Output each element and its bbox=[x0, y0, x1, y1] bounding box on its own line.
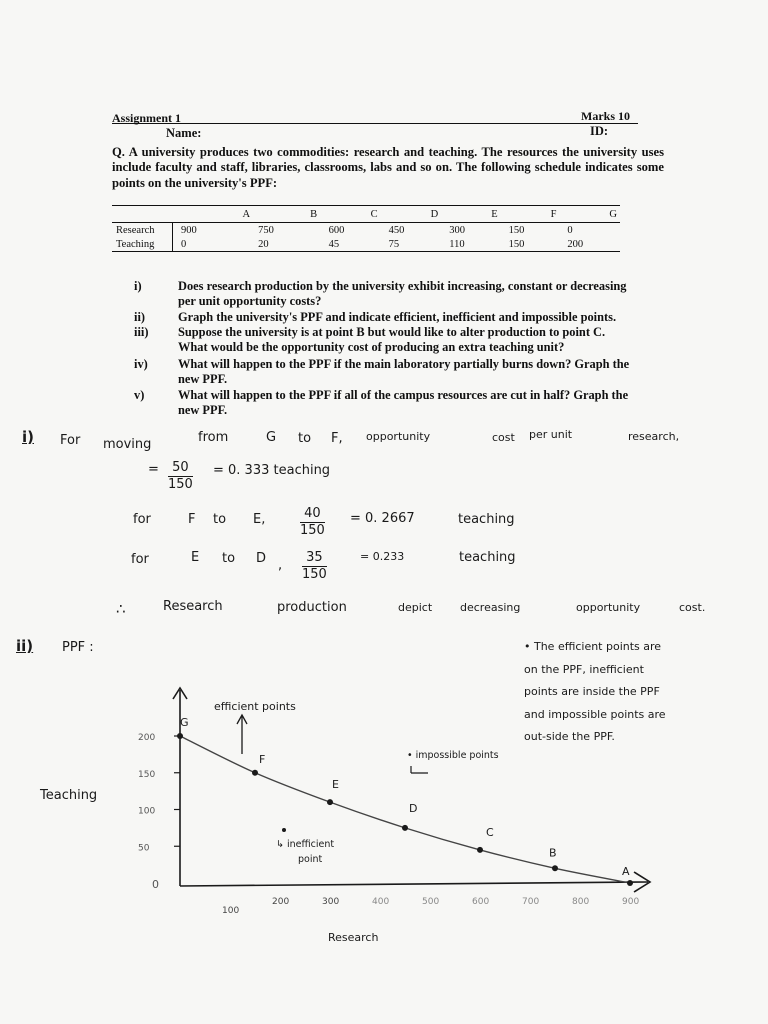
table-cell: 450 bbox=[388, 224, 405, 236]
table-cell: 75 bbox=[381, 237, 442, 252]
eq3-result: = 0.233 bbox=[360, 550, 405, 563]
y-tick-label: 200 bbox=[138, 733, 156, 743]
subq-line: Graph the university's PPF and indicate efficient, inefficient and impossible points. bbox=[178, 310, 617, 324]
ppf-point-label: C bbox=[486, 825, 494, 839]
chart-ticks bbox=[138, 733, 639, 916]
table-cell: 200 bbox=[559, 237, 620, 252]
x-tick-label: 400 bbox=[372, 897, 390, 907]
hand-word: For bbox=[60, 433, 81, 448]
ppf-point-label: D bbox=[409, 801, 418, 815]
x-tick-label: 700 bbox=[522, 897, 540, 907]
x-axis-line bbox=[180, 882, 648, 886]
x-tick-label: 300 bbox=[322, 897, 340, 907]
marks-label: Marks 10 bbox=[581, 109, 630, 123]
x-tick-label: 200 bbox=[272, 897, 290, 907]
hand-word: per unit bbox=[529, 428, 573, 441]
y-tick-label: 100 bbox=[138, 806, 156, 817]
ppf-curve bbox=[180, 736, 630, 883]
subq-line: What will happen to the PPF if all of the campus resources are cut in half? Graph the bbox=[178, 388, 629, 402]
hand-word: to bbox=[298, 431, 312, 446]
fraction-denominator: 150 bbox=[302, 567, 327, 582]
hand-word: decreasing bbox=[460, 601, 521, 614]
table-cell: 300 bbox=[449, 224, 465, 236]
equals-sign: = bbox=[148, 462, 159, 477]
question-text: Q. A university produces two commodities: research and teaching. The resources the university uses include faculty and staff, libraries, classrooms, labs and so on. The following schedule indicates some points on the university's PPF: bbox=[112, 145, 664, 190]
ppf-point-d bbox=[402, 825, 408, 831]
subq-number: iii) bbox=[134, 325, 149, 339]
subq-number: v) bbox=[134, 388, 145, 402]
fraction-denominator: 150 bbox=[168, 477, 193, 492]
hand-word: Research bbox=[163, 599, 223, 614]
hand-word: from bbox=[198, 430, 229, 445]
note-line: out-side the PPF. bbox=[524, 730, 615, 743]
x-tick-label: 800 bbox=[572, 897, 590, 907]
ppf-point-e bbox=[327, 799, 333, 805]
id-label: ID: bbox=[590, 124, 609, 138]
ppf-point-label: G bbox=[180, 716, 189, 729]
hand-comma: , bbox=[278, 558, 283, 573]
column-header: D bbox=[381, 206, 442, 223]
impossible-points-label: • impossible points bbox=[407, 750, 499, 761]
ppf-point-c bbox=[477, 847, 483, 853]
eq2-unit: teaching bbox=[458, 512, 515, 527]
ppf-point-label: E bbox=[332, 778, 339, 792]
hand-word: G bbox=[266, 430, 277, 445]
answer-marker-i: i) bbox=[22, 428, 34, 446]
ppf-point-label: F bbox=[259, 752, 266, 766]
chart-axes bbox=[173, 688, 650, 892]
subq-number: ii) bbox=[134, 310, 146, 324]
hand-word: F bbox=[188, 512, 196, 527]
table-cell: 150 bbox=[501, 237, 560, 252]
hand-word: opportunity bbox=[366, 430, 431, 443]
subq-line: per unit opportunity costs? bbox=[178, 294, 322, 309]
hand-word: E bbox=[191, 550, 200, 565]
hand-word: to bbox=[222, 551, 236, 566]
table-cell: 110 bbox=[441, 237, 500, 252]
x-tick-label: 600 bbox=[472, 897, 490, 907]
answer-marker-ii: ii) bbox=[16, 637, 34, 655]
hand-word: depict bbox=[398, 601, 433, 614]
hand-word: E, bbox=[253, 512, 266, 527]
efficient-points-label: efficient points bbox=[214, 700, 296, 713]
column-header: G bbox=[559, 206, 620, 223]
subq-number: i) bbox=[134, 279, 142, 293]
note-line: on the PPF, inefficient bbox=[524, 662, 644, 676]
table-cell: 150 bbox=[508, 224, 525, 236]
row-label: Teaching bbox=[112, 237, 173, 252]
ppf-point-b bbox=[552, 865, 558, 871]
ppf-point-f bbox=[252, 770, 258, 776]
hand-word: for bbox=[133, 512, 151, 527]
hand-word: for bbox=[131, 552, 149, 567]
fraction-denominator: 150 bbox=[300, 523, 325, 538]
table-cell: 20 bbox=[250, 237, 321, 252]
hand-word: F, bbox=[331, 431, 343, 446]
y-tick-label: 50 bbox=[138, 843, 150, 854]
column-header: A bbox=[173, 206, 251, 223]
hand-word: moving bbox=[103, 437, 152, 452]
table-cell: 600 bbox=[328, 224, 345, 236]
ppf-point-label: A bbox=[622, 865, 630, 878]
fraction-numerator: 40 bbox=[300, 506, 325, 523]
hand-word: to bbox=[213, 512, 227, 527]
hand-word: production bbox=[277, 600, 347, 615]
inefficient-point-label: ↳ inefficient bbox=[276, 839, 335, 850]
ppf-curve-group bbox=[177, 716, 633, 886]
y-tick-label: 0 bbox=[152, 878, 159, 891]
subq-line: new PPF. bbox=[178, 403, 228, 418]
hand-word: cost. bbox=[679, 601, 706, 614]
fraction-numerator: 35 bbox=[302, 550, 327, 567]
table-cell: 900 bbox=[181, 224, 197, 236]
eq2-result: = 0. 2667 bbox=[350, 511, 415, 526]
x-axis-title: Research bbox=[328, 931, 379, 944]
x-tick-label: 500 bbox=[422, 897, 440, 907]
assignment-title: Assignment 1 bbox=[112, 111, 182, 125]
subq-number: iv) bbox=[134, 357, 148, 371]
column-header: F bbox=[501, 206, 560, 223]
name-label: Name: bbox=[166, 126, 202, 140]
inefficient-point-marker bbox=[282, 828, 286, 832]
ppf-point-a bbox=[627, 880, 633, 886]
y-axis-title: Teaching bbox=[40, 788, 98, 803]
eq3-unit: teaching bbox=[459, 550, 516, 565]
y-tick-label: 150 bbox=[138, 769, 156, 780]
x-tick-label: 900 bbox=[622, 897, 640, 907]
table-cell: 0 bbox=[173, 237, 251, 252]
fraction-numerator: 50 bbox=[168, 460, 193, 477]
note-line: points are inside the PPF bbox=[524, 685, 660, 698]
subq-line: new PPF. bbox=[178, 372, 228, 387]
subq-line: Suppose the university is at point B but would like to alter production to point C. bbox=[178, 325, 606, 339]
hand-word: research, bbox=[628, 430, 680, 443]
row-label: Research bbox=[112, 223, 173, 238]
subq-line: What will happen to the PPF if the main laboratory partially burns down? Graph the bbox=[178, 357, 630, 371]
table-cell: 45 bbox=[321, 237, 381, 252]
x-tick-label: 100 bbox=[222, 906, 240, 916]
column-header: C bbox=[321, 206, 381, 223]
note-line: and impossible points are bbox=[524, 707, 666, 721]
table-cell: 0 bbox=[567, 224, 573, 236]
therefore-symbol: ∴ bbox=[116, 600, 126, 618]
subq-line: What would be the opportunity cost of producing an extra teaching unit? bbox=[178, 340, 565, 355]
subq-line: Does research production by the university exhibit increasing, constant or decreasing bbox=[178, 279, 627, 293]
column-header: E bbox=[441, 206, 500, 223]
eq1-result: = 0. 333 teaching bbox=[213, 463, 331, 478]
hand-word: cost bbox=[492, 431, 515, 444]
hand-word: D bbox=[256, 551, 267, 566]
note-line: • The efficient points are bbox=[524, 640, 662, 653]
table-cell: 750 bbox=[258, 224, 274, 236]
hand-word: opportunity bbox=[576, 601, 641, 614]
column-header: B bbox=[250, 206, 321, 223]
inefficient-point-label-2: point bbox=[298, 854, 323, 865]
ppf-point-label: B bbox=[549, 846, 557, 860]
ppf-label: PPF : bbox=[62, 640, 94, 655]
